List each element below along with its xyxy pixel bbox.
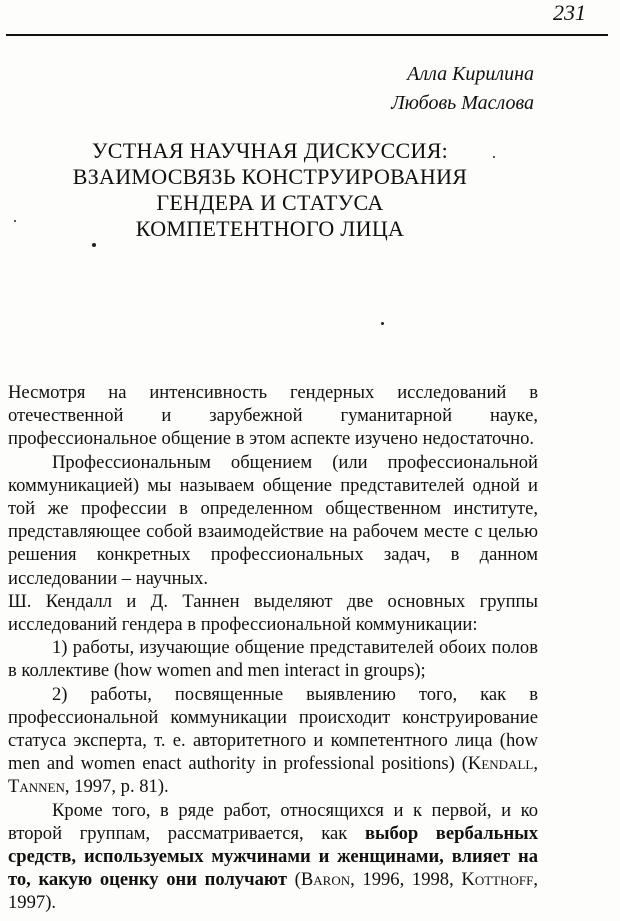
header-rule — [6, 34, 608, 36]
paragraph — [8, 799, 538, 915]
scan-speck — [381, 322, 384, 325]
citation-authors: Kotthoff — [461, 869, 534, 891]
title-line: ВЗАИМОСВЯЗЬ КОНСТРУИРОВАНИЯ — [72, 164, 468, 189]
title-line: ГЕНДЕРА И СТАТУСА — [156, 190, 384, 215]
citation-authors: Kendall, Tannen — [8, 753, 538, 798]
paragraph: Профессиональным общением (или профессиональной коммуникацией) мы называем общение представителей одной и той же профессии в определенном общественном институте, представляющее собой взаимодействие на рабочем месте с целью решения конкретных профессиональных задач, в данном исследовании – научных. — [8, 451, 538, 589]
paragraph-text: 2) работы, посвященные выявлению того, как в профессиональной коммуникации происходит конструирование статуса эксперта, т. е. авторитетного и компетентного лица (how men and women enact authority in professional positions) ( — [8, 683, 538, 775]
citation-authors: Baron — [300, 869, 351, 891]
scan-speck — [493, 156, 495, 158]
authors-block — [391, 60, 534, 118]
author-name: Любовь Маслова — [391, 92, 534, 114]
citation-year: , 1996, 1998, — [350, 869, 462, 891]
article-body — [8, 381, 538, 915]
list-item: 1) работы, изучающие общение представителей обоих полов в коллективе (how women and men interact in groups); — [8, 637, 538, 682]
paragraph-text: ( — [287, 869, 301, 891]
paragraph: Ш. Кендалл и Д. Таннен выделяют две основных группы исследований гендера в профессиональной коммуникации: — [8, 590, 538, 636]
paragraph-text: Кроме того, в ряде работ, относящихся и к первой, и ко второй группам, рассматривается, как — [8, 799, 538, 844]
article-title — [40, 138, 500, 242]
scan-speck — [14, 220, 16, 222]
scan-speck — [92, 243, 96, 247]
title-line: КОМПЕТЕНТНОГО ЛИЦА — [135, 216, 405, 241]
page-number: 231 — [553, 0, 586, 25]
title-line: УСТНАЯ НАУЧНАЯ ДИСКУССИЯ: — [91, 138, 449, 163]
author-name: Алла Кирилина — [407, 63, 534, 85]
paragraph: Несмотря на интенсивность гендерных исследований в отечественной и зарубежной гуманитарной науке, профессиональное общение в этом аспекте изучено недостаточно. — [8, 382, 538, 450]
citation-year: , 1997, p. 81). — [64, 776, 169, 798]
list-item — [8, 683, 538, 799]
citation-year: , 1997). — [8, 869, 539, 914]
bold-emphasis: выбор вербальных средств, используемых мужчинами и женщинами, влияет на то, какую оценку они получают — [8, 822, 538, 891]
